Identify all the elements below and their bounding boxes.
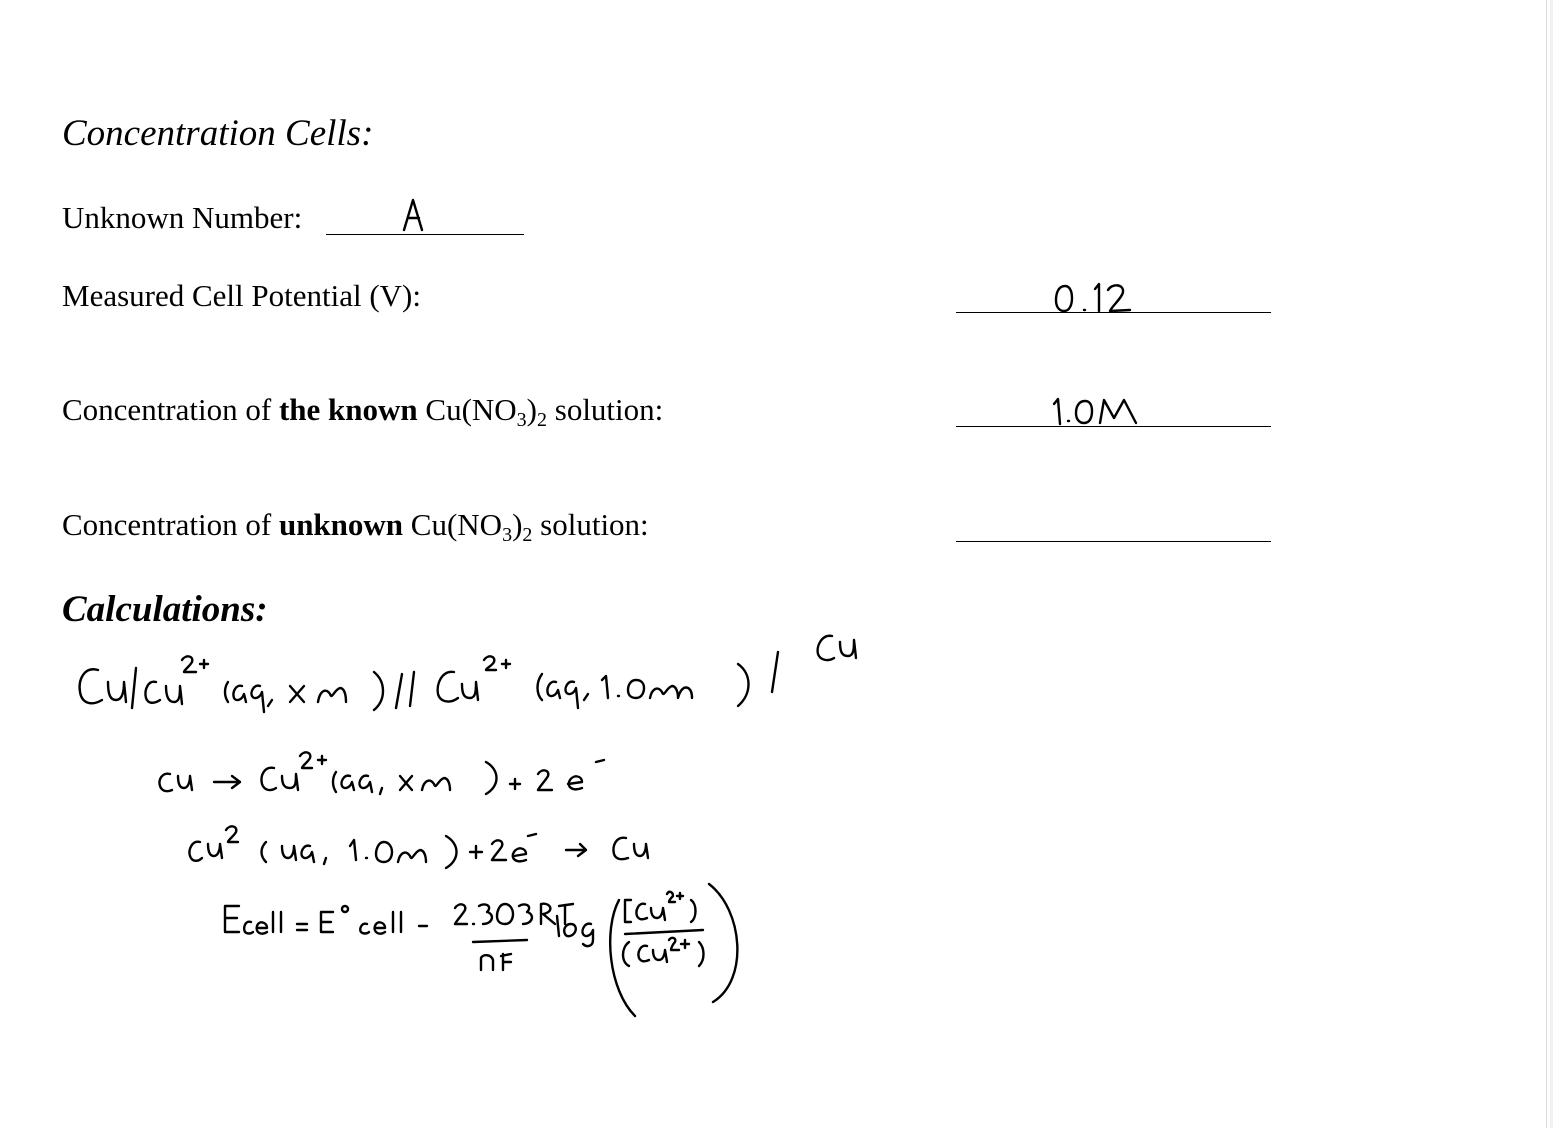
nernst-equation-handwriting (215, 870, 755, 1030)
calculations-title: Calculations: (62, 589, 268, 630)
page-edge (1546, 0, 1547, 1128)
unknown-number-label: Unknown Number: (62, 200, 303, 235)
cell-notation-handwriting (70, 620, 870, 720)
page-title: Concentration Cells: (62, 113, 374, 154)
unknown-number-handwritten (400, 196, 430, 234)
unknown-number-field[interactable] (326, 234, 524, 235)
measured-potential-handwritten (1050, 280, 1140, 314)
known-concentration-label: Concentration of the known $Cu(NO_3)_2$ solution: (62, 392, 664, 431)
measured-potential-label: Measured Cell Potential (V): (62, 278, 421, 313)
unknown-concentration-field[interactable] (956, 541, 1271, 542)
unknown-concentration-label: Concentration of unknown $Cu(NO_3)_2$ solution: (62, 507, 649, 546)
known-concentration-handwritten (1048, 396, 1148, 428)
cathode-half-reaction-handwriting (180, 810, 660, 870)
anode-half-reaction-handwriting (150, 740, 620, 800)
